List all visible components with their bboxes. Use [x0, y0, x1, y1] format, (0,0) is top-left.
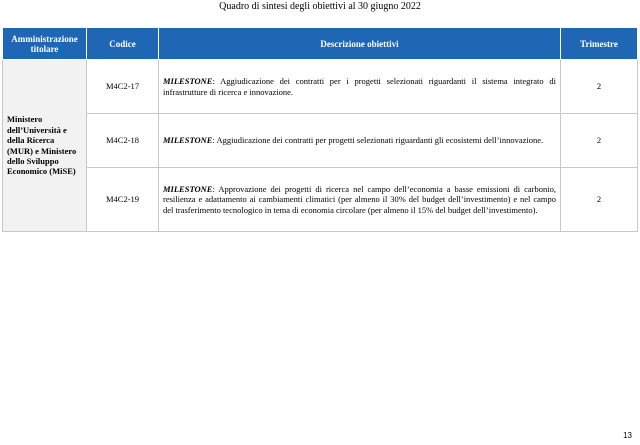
admin-cell: Ministero dell’Università e della Ricerca (MUR) e Ministero dello Sviluppo Economico (MiSE)	[3, 60, 87, 232]
code-cell: M4C2-17	[87, 60, 159, 114]
code-cell: M4C2-19	[87, 168, 159, 232]
table-header-row	[3, 28, 638, 60]
quarter-cell: 2	[561, 60, 638, 114]
description-cell	[159, 60, 561, 114]
header-description: Descrizione obiettivi	[159, 28, 561, 60]
quarter-cell: 2	[561, 114, 638, 168]
description-text: : Aggiudicazione dei contratti per i progetti selezionati riguardanti il sistema integrato di infrastrutture di ricerca e innovazione.	[163, 76, 556, 97]
milestone-label: MILESTONE	[163, 183, 213, 194]
code-cell: M4C2-18	[87, 114, 159, 168]
description-text: : Aggiudicazione dei contratti per progetti selezionati riguardanti gli ecosistemi dell’innovazione.	[212, 135, 544, 146]
objectives-table	[2, 27, 638, 232]
header-admin: Amministrazione titolare	[3, 28, 87, 60]
page-title: Quadro di sintesi degli obiettivi al 30 giugno 2022	[219, 1, 421, 12]
description-cell	[159, 114, 561, 168]
header-quarter: Trimestre	[561, 28, 638, 60]
header-code: Codice	[87, 28, 159, 60]
quarter-cell: 2	[561, 168, 638, 232]
table-row	[3, 60, 638, 114]
description-cell	[159, 168, 561, 232]
table-row	[3, 114, 638, 168]
page-number: 13	[623, 431, 632, 440]
milestone-label: MILESTONE	[163, 76, 213, 87]
milestone-label: MILESTONE	[163, 135, 213, 146]
description-text: : Approvazione dei progetti di ricerca nel campo dell’economia a basse emissioni di carbonio, resilienza e adattamento ai cambiamenti climatici (per almeno il 30% del budget dell’investimento) e nel campo del trasferimento tecnologico in tema di economia circolare (per almeno il 15% del budget dell’investimento).	[163, 183, 556, 215]
table-row	[3, 168, 638, 232]
